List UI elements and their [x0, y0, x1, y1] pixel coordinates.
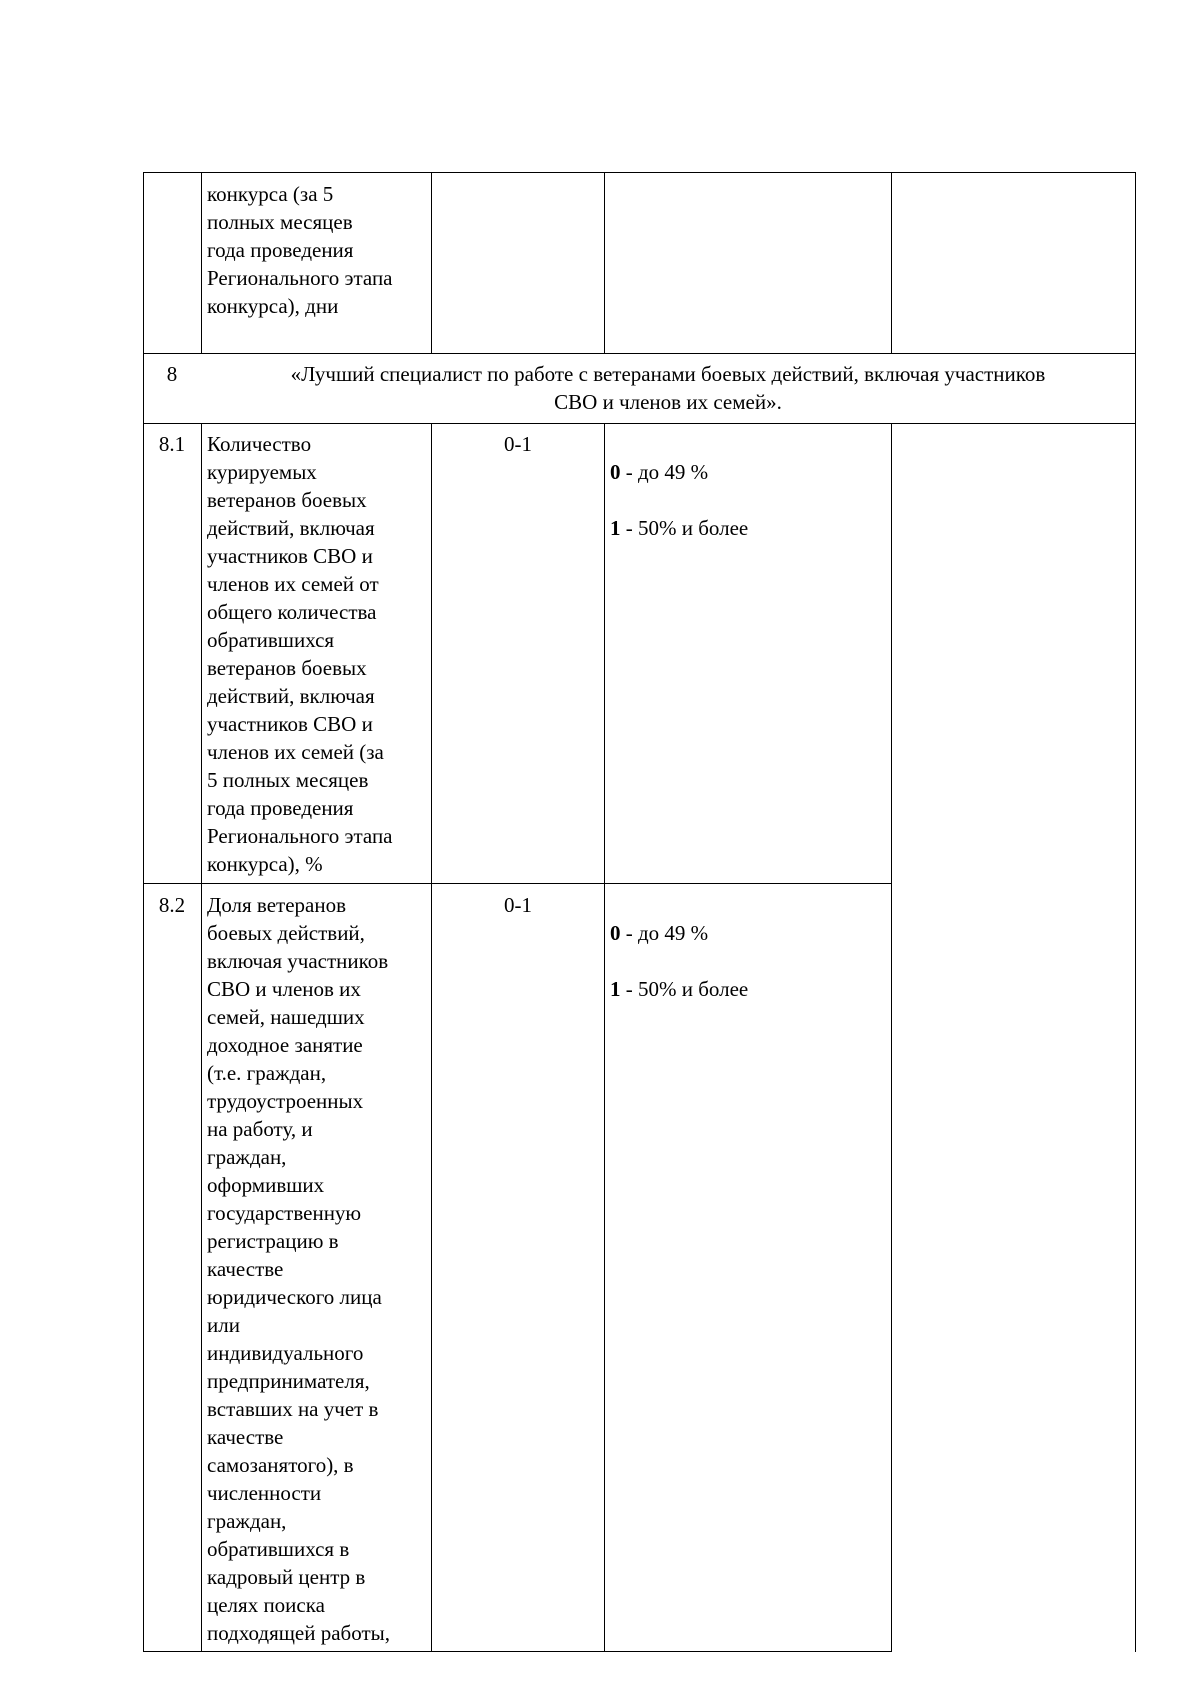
column-border	[604, 423, 605, 1652]
row-number: 8.2	[158, 893, 186, 917]
column-border	[201, 172, 202, 354]
criterion-score: 1	[610, 977, 621, 1001]
criterion-desc: - до 49 %	[620, 460, 709, 484]
criteria-list	[610, 891, 888, 1031]
criterion-score: 1	[610, 516, 621, 540]
criterion-desc: - до 49 %	[620, 921, 709, 945]
section-number: 8	[166, 362, 178, 386]
column-border	[891, 172, 892, 354]
column-border	[431, 172, 432, 354]
criterion-desc: - 50% и более	[620, 516, 749, 540]
column-border	[891, 423, 892, 1652]
criterion-line	[610, 975, 888, 1003]
criterion-desc: - 50% и более	[620, 977, 749, 1001]
column-border	[604, 172, 605, 354]
table-bottom-border	[143, 1651, 892, 1652]
row-divider	[143, 423, 1136, 424]
row-divider	[143, 353, 1136, 354]
row-divider	[143, 883, 892, 884]
table-top-border	[143, 172, 1136, 173]
criterion-score: 0	[610, 460, 621, 484]
criteria-list	[610, 430, 888, 570]
score-range: 0-1	[504, 432, 532, 456]
column-border	[1135, 172, 1136, 1652]
section-title: «Лучший специалист по работе с ветеранами боевых действий, включая участников СВО и членов их семей».	[290, 362, 1046, 414]
criterion-score: 0	[610, 921, 621, 945]
criterion-line	[610, 919, 888, 947]
column-border	[201, 423, 202, 1652]
indicator-text: Количество курируемых ветеранов боевых действий, включая участников СВО и членов их семей от общего количества обратившихся ветеранов боевых действий, включая участников СВО и членов их семей (за 5 полных месяцев года проведения Регионального этапа конкурса), %	[207, 432, 393, 876]
criterion-line	[610, 458, 888, 486]
criterion-line	[610, 514, 888, 542]
indicator-text: конкурса (за 5 полных месяцев года проведения Регионального этапа конкурса), дни	[207, 182, 393, 318]
indicator-text: Доля ветеранов боевых действий, включая участников СВО и членов их семей, нашедших доходное занятие (т.е. граждан, трудоустроенных на работу, и граждан, оформивших государственную регистрацию в качестве юридического лица или индивидуального предпринимателя, вставших на учет в качестве самозанятого), в численности граждан, обратившихся в кадровый центр в целях поиска подходящей работы,	[207, 893, 391, 1645]
score-range: 0-1	[504, 893, 532, 917]
column-border	[431, 423, 432, 1652]
row-number: 8.1	[158, 432, 186, 456]
